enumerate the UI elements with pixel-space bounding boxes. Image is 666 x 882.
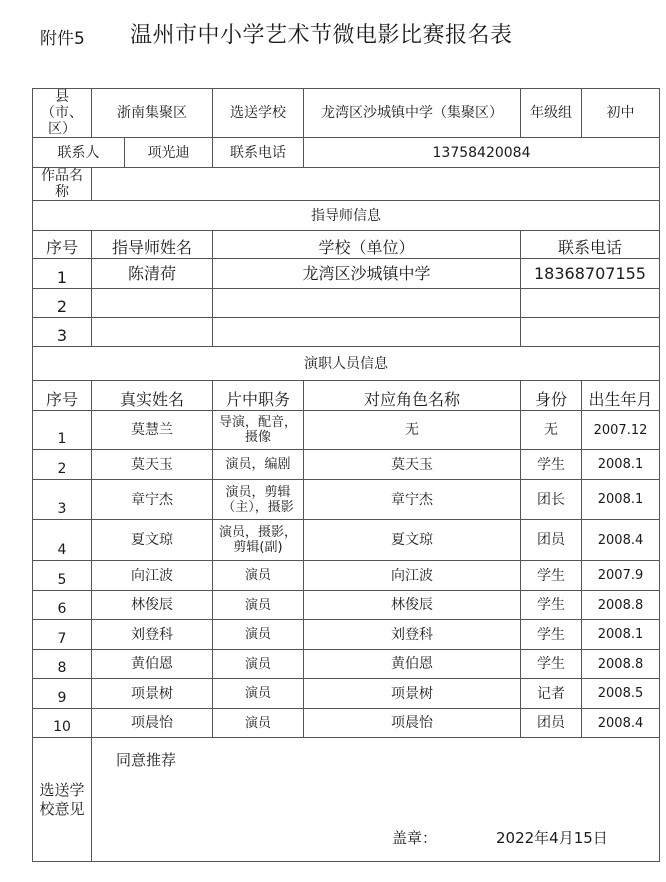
cast-seq: 5 <box>33 561 92 591</box>
cast-role: 演员 <box>213 561 304 591</box>
cast-row <box>33 650 660 679</box>
cast-seq: 3 <box>33 480 92 520</box>
teacher-header-school: 学校（单位） <box>213 231 521 259</box>
cast-identity: 团员 <box>521 520 582 561</box>
cast-birth: 2008.1 <box>582 620 660 650</box>
contact-value: 项光迪 <box>125 138 213 168</box>
cast-role: 演员 <box>213 709 304 738</box>
cast-role: 演员 <box>213 620 304 650</box>
cast-name: 夏文琼 <box>92 520 213 561</box>
cast-role: 演员，摄影，剪辑(副) <box>213 520 304 561</box>
seal-label: 盖章： <box>392 829 438 847</box>
cast-header-character: 对应角色名称 <box>304 381 521 411</box>
cast-row <box>33 520 660 561</box>
cast-seq: 9 <box>33 679 92 709</box>
annex-label: 附件5 <box>40 29 85 49</box>
cast-identity: 学生 <box>521 650 582 679</box>
opinion-row <box>33 738 660 862</box>
cast-name: 黄伯恩 <box>92 650 213 679</box>
cast-character: 项景树 <box>304 679 521 709</box>
opinion-label: 选送学校意见 <box>33 738 92 862</box>
cast-name: 向江波 <box>92 561 213 591</box>
cast-header-identity: 身份 <box>521 381 582 411</box>
cast-name: 莫慧兰 <box>92 411 213 450</box>
cast-header-seq: 序号 <box>33 381 92 411</box>
page-header <box>36 18 656 52</box>
cast-identity: 学生 <box>521 450 582 480</box>
cast-row <box>33 561 660 591</box>
cast-section-row <box>33 347 660 381</box>
cast-identity: 团长 <box>521 480 582 520</box>
cast-row <box>33 411 660 450</box>
cast-seq: 2 <box>33 450 92 480</box>
cast-identity: 记者 <box>521 679 582 709</box>
cast-character: 无 <box>304 411 521 450</box>
phone-label: 联系电话 <box>213 138 304 168</box>
cast-role: 演员 <box>213 591 304 620</box>
cast-seq: 10 <box>33 709 92 738</box>
teacher-phone: 18368707155 <box>521 259 660 289</box>
cast-seq: 7 <box>33 620 92 650</box>
cast-character: 刘登科 <box>304 620 521 650</box>
cast-name: 章宁杰 <box>92 480 213 520</box>
cast-name: 刘登科 <box>92 620 213 650</box>
teacher-header-phone: 联系电话 <box>521 231 660 259</box>
county-value: 浙南集聚区 <box>92 89 213 138</box>
cast-name: 林俊辰 <box>92 591 213 620</box>
cast-row <box>33 620 660 650</box>
county-label: 县（市、区） <box>33 89 92 138</box>
cast-birth: 2008.5 <box>582 679 660 709</box>
cast-character: 项晨怡 <box>304 709 521 738</box>
cast-identity: 学生 <box>521 591 582 620</box>
teacher-school <box>213 289 521 318</box>
opinion-text: 同意推荐 <box>116 751 177 769</box>
cast-character: 莫天玉 <box>304 450 521 480</box>
cast-seq: 4 <box>33 520 92 561</box>
teacher-school <box>213 318 521 347</box>
teacher-header-name: 指导师姓名 <box>92 231 213 259</box>
cast-role: 演员 <box>213 679 304 709</box>
teacher-school: 龙湾区沙城镇中学 <box>213 259 521 289</box>
registration-form <box>32 88 660 862</box>
teacher-phone <box>521 289 660 318</box>
cast-birth: 2008.8 <box>582 650 660 679</box>
cast-birth: 2008.8 <box>582 591 660 620</box>
cast-birth: 2008.4 <box>582 709 660 738</box>
cast-header-row <box>33 381 660 411</box>
contact-label: 联系人 <box>33 138 125 168</box>
cast-birth: 2008.1 <box>582 480 660 520</box>
cast-character: 夏文琼 <box>304 520 521 561</box>
grade-value: 初中 <box>582 89 660 138</box>
cast-birth: 2008.4 <box>582 520 660 561</box>
teacher-row <box>33 318 660 347</box>
cast-role: 导演，配音，摄像 <box>213 411 304 450</box>
cast-character: 向江波 <box>304 561 521 591</box>
cast-name: 项晨怡 <box>92 709 213 738</box>
cast-row <box>33 480 660 520</box>
teacher-header-seq: 序号 <box>33 231 92 259</box>
cast-identity: 学生 <box>521 561 582 591</box>
opinion-date: 2022年4月15日 <box>496 829 608 847</box>
work-name-label: 作品名称 <box>33 168 92 201</box>
teacher-name <box>92 318 213 347</box>
cast-header-birth: 出生年月 <box>582 381 660 411</box>
cast-row <box>33 679 660 709</box>
cast-role: 演员，编剧 <box>213 450 304 480</box>
cast-role: 演员，剪辑（主），摄影 <box>213 480 304 520</box>
teacher-phone <box>521 318 660 347</box>
cast-row <box>33 450 660 480</box>
page-title: 温州市中小学艺术节微电影比赛报名表 <box>130 23 513 48</box>
cast-seq: 6 <box>33 591 92 620</box>
cast-birth: 2008.1 <box>582 450 660 480</box>
cast-birth: 2007.9 <box>582 561 660 591</box>
cast-role: 演员 <box>213 650 304 679</box>
cast-seq: 1 <box>33 411 92 450</box>
teacher-seq: 1 <box>33 259 92 289</box>
cast-header-role: 片中职务 <box>213 381 304 411</box>
cast-seq: 8 <box>33 650 92 679</box>
work-name-value <box>92 168 660 201</box>
teacher-seq: 2 <box>33 289 92 318</box>
cast-header-name: 真实姓名 <box>92 381 213 411</box>
cast-name: 莫天玉 <box>92 450 213 480</box>
cast-section-title: 演职人员信息 <box>33 347 660 381</box>
teacher-row <box>33 259 660 289</box>
cast-name: 项景树 <box>92 679 213 709</box>
teacher-name <box>92 289 213 318</box>
phone-value: 13758420084 <box>304 138 660 168</box>
teacher-section-title: 指导师信息 <box>33 201 660 231</box>
cast-row <box>33 709 660 738</box>
school-value: 龙湾区沙城镇中学（集聚区） <box>304 89 521 138</box>
cast-identity: 无 <box>521 411 582 450</box>
school-label: 选送学校 <box>213 89 304 138</box>
teacher-name: 陈清荷 <box>92 259 213 289</box>
teacher-row <box>33 289 660 318</box>
teacher-seq: 3 <box>33 318 92 347</box>
opinion-body <box>92 738 660 862</box>
cast-identity: 学生 <box>521 620 582 650</box>
cast-row <box>33 591 660 620</box>
cast-character: 黄伯恩 <box>304 650 521 679</box>
grade-label: 年级组 <box>521 89 582 138</box>
cast-identity: 团员 <box>521 709 582 738</box>
cast-birth: 2007.12 <box>582 411 660 450</box>
cast-character: 章宁杰 <box>304 480 521 520</box>
cast-character: 林俊辰 <box>304 591 521 620</box>
